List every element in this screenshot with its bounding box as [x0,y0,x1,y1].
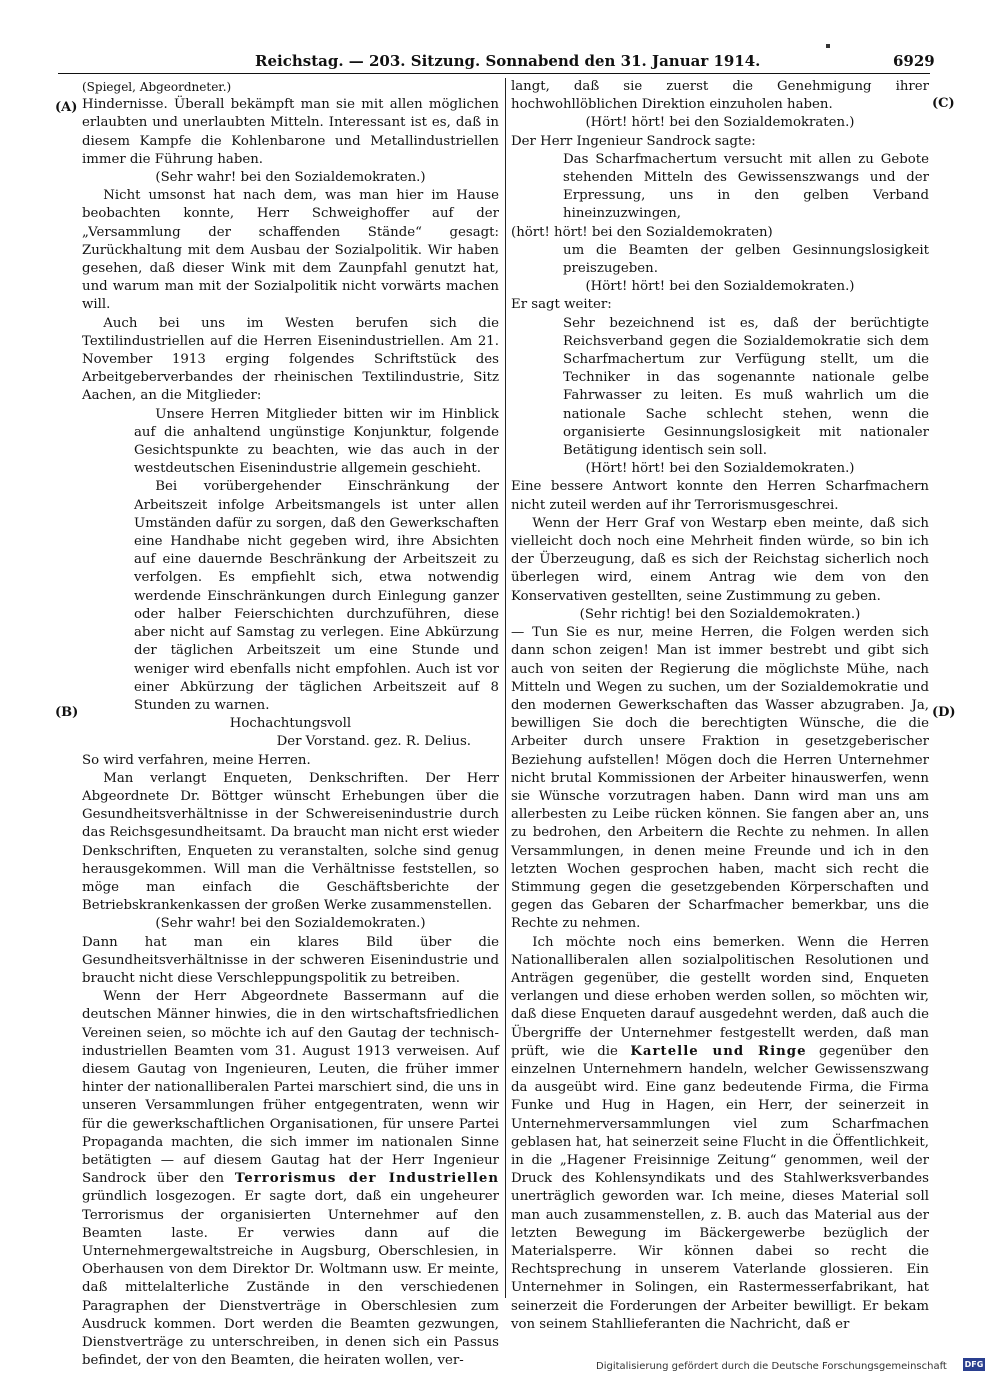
paragraph: Hindernisse. Überall bekämpft man sie mit allen möglichen erlaubten und unerlaubten Mitteln. Interessant ist es, daß in diesem Kampfe die Kohlenbarone und Metallindustriellen immer die Führung haben. [82,97,499,167]
interjection: (Sehr wahr! bei den Sozialdemokraten.) [155,916,426,932]
paragraph: Man verlangt Enqueten, Denkschriften. Der Herr Abgeordnete Dr. Böttger wünscht Erhebungen über die Gesundheitsverhältnisse in der Schwereisenindustrie durch das Reichsgesundheitsamt. Da braucht man nicht erst wieder Denkschriften, Enqueten zu veranstalten, solche sind genug herausgekommen. Will man die Verhältnisse feststellen, so möge man einfach die Geschäftsberichte der Betriebskrankenkassen der großen Werke zusammenstellen. [82,770,499,914]
running-title: Reichstag. — 203. Sitzung. Sonnabend den 31. Januar 1914. [255,52,761,70]
paragraph-text: gründlich losgezogen. Er sagte dort, daß ein ungeheurer Terrorismus der organisierten Unternehmer auf den Beamten laste. Er verwies dann auf die Unternehmergewaltstreiche in Augsburg, Oberschlesien, in Oberhausen von dem Direktor Dr. Woltmann usw. Er meinte, daß mittelalterliche Zustände in den verschiedenen Paragraphen der Dienstverträge in Oberschlesien zum Ausdruck kommen. Dort werden die Beamten gezwungen, Dienstverträge zu unterschreiben, in denen sich ein Passus befindet, der von den Beamten, die heiraten wollen, ver- [82,1189,499,1369]
interjection: (Sehr wahr! bei den Sozialdemokraten.) [155,170,426,186]
paragraph: Der Herr Ingenieur Sandrock sagte: [511,133,756,149]
interjection: (Hört! hört! bei den Sozialdemokraten.) [585,279,855,295]
margin-marker-a: (A) [55,100,78,115]
letter-signature: Der Vorstand. gez. R. Delius. [276,734,471,750]
paragraph-text: Ich möchte noch eins bemerken. Wenn die Herren Nationalliberalen allen sozialpolitischen Resolutionen und Anträgen gegenüber, die gestellt worden sind, Enqueten verlangen und diese erhoben werden sollen, so möchten wir, daß diese Enqueten darauf ausgedehnt werden, daß auch die Übergriffe der Unternehmer festgestellt werden, daß man prüft, wie die [511,934,929,1059]
page-number: 6929 [893,52,935,70]
paragraph [82,988,499,1370]
emphasis: Terrorismus der Industriellen [234,1171,499,1187]
interjection: (hört! hört! bei den Sozialdemokraten) [511,224,773,240]
dfg-logo: DFG [964,1360,984,1369]
paragraph-text: Wenn der Herr Abgeordnete Bassermann auf die deutschen Männer hinwies, die in den wirtschaftsfriedlichen Vereinen seien, so möchte ich auf den Gautag der technisch-industriellen Beamten vom 31. August 1913 verweisen. Auf diesem Gautag von Ingenieuren, Leuten, die früher immer hinter der nationalliberalen Partei marschiert sind, die uns in unseren Versammlungen früher entgegentraten, wenn wir für die gewerkschaftlichen Organisationen, für unsere Partei Propaganda machten, die sich immer im nationalen Sinne betätigten — auf diesem Gautag hat der Herr Ingenieur Sandrock über den [82,989,499,1187]
paragraph [511,934,929,1334]
margin-marker-d: (D) [932,705,956,720]
paragraph-text: gegenüber den einzelnen Unternehmern handeln, welcher Gewissenszwang da ausgeübt wird. Eine ganz bedeutende Firma, die Firma Funke und Hug in Hagen, ein Herr, der seinerzeit in Unternehmerversammlungen viel zum Scharfmachen geblasen hat, hat seinerzeit seine Flucht in die Öffentlichkeit, in die „Hagener Freisinnige Zeitung“ genommen, weil der Druck des Kohlensyndikats und des Stahlwerksverbandes unerträglich geworden war. Ich meine, dieses Material soll man auch zusammenstellen, z. B. auch das Material aus der letzten Bewegung im Bäckergewerbe bezüglich der Materialsperre. Wir können dabei so recht die Rechtsprechung in unserem Vaterlande glossieren. Ein Unternehmer in Solingen, ein Rastermesserfabrikant, hat seinerzeit die Forderungen der Arbeiter bewilligt. Er bekam von seinem Stahllieferanten die Nachricht, daß er [511,1043,929,1332]
left-column [82,78,499,1370]
quoted-speech: Das Scharfmachertum versucht mit allen zu Gebote stehenden Mitteln des Gewissenszwangs und der Erpressung, uns in den gelben Verband hineinzuzwingen, [563,151,929,222]
letter-closing: Hochachtungsvoll [229,716,352,732]
paragraph: So wird verfahren, meine Herren. [82,752,311,768]
speaker-note: (Spiegel, Abgeordneter.) [82,80,232,94]
speck-mark [826,44,830,48]
interjection: (Hört! hört! bei den Sozialdemokraten.) [585,115,855,131]
quoted-letter: Bei vorübergehender Einschränkung der Arbeitszeit infolge Arbeitsmangels ist unter allen Umständen dafür zu sorgen, daß den Gewerkschaften eine Handhabe nicht gegeben wird, ihre Absichten auf eine dauernde Beschränkung der Arbeitszeit zu verfolgen. Es empfiehlt sich, etwa notwendig werdende Einschränkungen durch Einlegung ganzer oder halber Feierschichten durchzuführen, diese aber nicht auf Samstag zu verlegen. Eine Abkürzung der täglichen Arbeitszeit um eine Stunde und weniger wird ebenfalls nicht empfohlen. Auch ist vor einer Abkürzung der täglichen Arbeitszeit auf 8 Stunden zu warnen. [134,479,499,713]
interjection: (Sehr richtig! bei den Sozialdemokraten.) [579,606,861,622]
quoted-speech: um die Beamten der gelben Gesinnungslosigkeit preiszugeben. [563,242,929,277]
paragraph: — Tun Sie es nur, meine Herren, die Folgen werden sich dann schon zeigen! Man ist immer bestrebt und gibt sich auch von seiten der Regierung die möglichste Mühe, nach Mitteln und Wegen zu suchen, um der Sozialdemokratie und den modernen Gewerkschaften das Wasser abzugraben. Ja, bewilligen Sie doch die berechtigten Wünsche, die die Arbeiter durch unsere Fraktion in gesetzgeberischer Beziehung aufstellen! Mögen doch die Herren Unternehmer nicht brutal Kommissionen der Arbeiter hinauswerfen, wenn sie Wünsche vorzutragen haben. Dann wird man uns am allerbesten zu Leibe rücken können. Sie fangen aber an, uns zu bedrohen, den Arbeitern die Rechte zu nehmen. In allen Versammlungen, in denen meine Freunde und ich in den letzten Wochen gesprochen haben, macht sich recht die Stimmung gegen die gesetzgebenden Körperschaften und gegen das Gebaren der Scharfmacher bemerkbar, uns die Rechte zu nehmen. [511,625,929,932]
paragraph: Auch bei uns im Westen berufen sich die Textilindustriellen auf die Herren Eisenindustriellen. Am 21. November 1913 erging folgendes Schriftstück des Arbeitgeberverbandes der rheinischen Textilindustrie, Sitz Aachen, an die Mitglieder: [82,315,499,404]
quoted-speech: Sehr bezeichnend ist es, daß der berüchtigte Reichsverband gegen die Sozialdemokratie sich dem Scharfmachertum zur Verfügung stellt, um die Techniker in das sogenannte nationale gelbe Fahrwasser zu leiten. Es muß wahrlich um die nationale Sache schlecht stehen, wenn die organisierte Gesinnungslosigkeit mit nationaler Betätigung identisch sein soll. [563,315,929,459]
paragraph: Wenn der Herr Graf von Westarp eben meinte, daß sich vielleicht doch noch eine Mehrheit finden würde, so bin ich der Überzeugung, daß es sich der Reichstag sicherlich noch überlegen wird, einem Antrag wie dem von den Konservativen gestellten, seine Zustimmung zu geben. [511,515,929,604]
interjection: (Hört! hört! bei den Sozialdemokraten.) [585,461,855,477]
right-column [511,78,929,1334]
paragraph: langt, daß sie zuerst die Genehmigung ihrer hochwohllöblichen Direktion einzuholen haben. [511,79,929,113]
footer-credit: Digitalisierung gefördert durch die Deutsche Forschungsgemeinschaft [596,1361,947,1372]
header-rule [58,73,930,74]
emphasis: Kartelle und Ringe [630,1043,807,1059]
paragraph: Er sagt weiter: [511,297,612,313]
paragraph: Eine bessere Antwort konnte den Herren Scharfmachern nicht zuteil werden auf ihr Terrorismusgeschrei. [511,479,929,513]
paragraph: Dann hat man ein klares Bild über die Gesundheitsverhältnisse in der schweren Eisenindustrie und braucht nicht diese Verschleppungspolitik zu betreiben. [82,934,499,986]
column-divider [505,78,506,1298]
margin-marker-c: (C) [932,96,955,111]
margin-marker-b: (B) [55,705,79,720]
paragraph: Nicht umsonst hat nach dem, was man hier im Hause beobachten konnte, Herr Schweighoffer auf der „Versammlung der schaffenden Stände“ gesagt: Zurückhaltung mit dem Ausbau der Sozialpolitik. Wir haben gesehen, daß dieser Wink mit dem Zaunpfahl genutzt hat, und warum man mit der Sozialpolitik nicht vorwärts machen will. [82,188,499,313]
quoted-letter: Unsere Herren Mitglieder bitten wir im Hinblick auf die anhaltend ungünstige Konjunktur, folgende Gesichtspunkte zu beachten, wie das auch in der westdeutschen Eisenindustrie allgemein geschieht. [134,406,499,477]
